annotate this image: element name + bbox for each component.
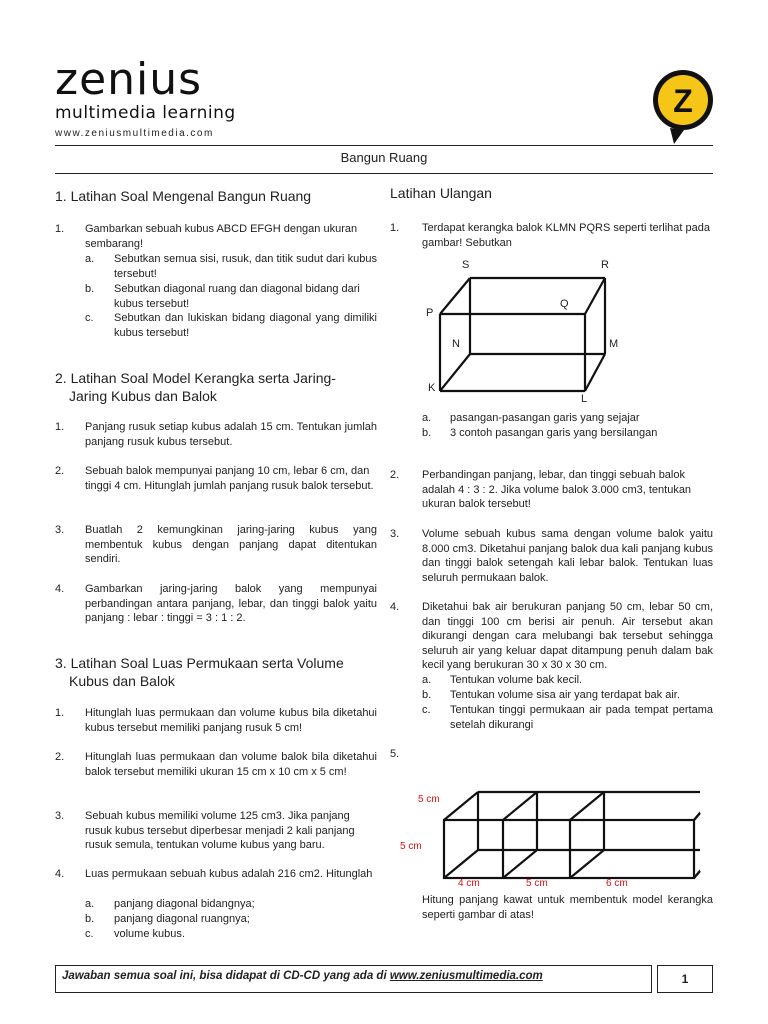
sub-item-text: volume kubus. [114,928,185,940]
dimension-label-width-3: 6 cm [606,878,628,889]
sub-item-letter: b. [85,913,95,925]
dimension-label-height: 5 cm [400,841,422,852]
question-text: Panjang rusuk setiap kubus adalah 15 cm. Tentukan jumlah panjang rusuk kubus tersebut. [85,421,377,448]
question-text: Gambarkan sebuah kubus ABCD EFGH dengan ukuran sembarang! [85,223,358,250]
section-title-line: Kubus dan Balok [69,673,175,689]
vertex-label-r: R [601,259,609,271]
question-text: Terdapat kerangka balok KLMN PQRS seperti terlihat pada gambar! Sebutkan [422,222,710,249]
sub-item-text: Sebutkan diagonal ruang dan diagonal bidang dari kubus tersebut! [114,283,360,310]
sub-item-text: Tentukan volume sisa air yang terdapat bak air. [450,689,680,701]
wire-frame-cuboids-figure [400,780,720,890]
question-text: Diketahui bak air berukuran panjang 50 cm, lebar 50 cm, dan tinggi 100 cm berisi air penuh. Air tersebut akan dikurangi dengan cara melubangi bak tersebut sehingga seluruh air yang keluar dapat ditampung penuh dalam bak kecil yang berukuran 30 x 30 x 30 cm. [422,601,713,671]
vertex-label-m: M [609,338,619,350]
brand-tagline: multimedia learning [55,103,236,123]
item-number: 2. [55,751,65,763]
item-number: 1. [55,707,65,719]
page-title: Bangun Ruang [340,150,428,165]
sub-item-letter: c. [422,704,431,716]
vertex-label-q: Q [560,298,569,310]
sub-item-letter: a. [85,898,95,910]
item-number: 1. [390,222,400,234]
item-number: 2. [55,465,65,477]
sub-item-text: pasangan-pasangan garis yang sejajar [450,412,640,424]
section-title-line: 2. Latihan Soal Model Kerangka serta Jaring- [55,370,336,386]
left-column [55,0,377,960]
sub-item-letter: c. [85,928,94,940]
item-number: 1. [55,421,65,433]
right-column [390,0,713,960]
question-text: Hitunglah luas permukaan dan volume balok bila diketahui balok tersebut memiliki ukuran 15 cm x 10 cm x 5 cm! [85,751,377,778]
item-number: 2. [390,469,400,481]
logo-letter: Z [673,83,693,119]
vertex-label-k: K [428,382,436,394]
sub-item-letter: b. [422,689,432,701]
sub-item-text: Tentukan volume bak kecil. [450,674,583,686]
sub-item-letter: a. [422,674,432,686]
item-number: 4. [55,583,65,595]
item-number: 4. [390,601,400,613]
brand-name: zenius [55,54,203,105]
item-number: 3. [55,810,65,822]
sub-item-letter: a. [85,253,95,265]
question-text: Buatlah 2 kemungkinan jaring-jaring kubus yang membentuk kubus dengan panjang dapat ditentukan sendiri. [85,524,377,565]
sub-item-text: panjang diagonal ruangnya; [114,913,250,925]
section-1-title: 1. Latihan Soal Mengenal Bangun Ruang [55,188,312,204]
item-number: 5. [390,748,400,760]
dimension-label-width-1: 4 cm [458,878,480,889]
sub-item-letter: b. [422,427,432,439]
vertex-label-p: P [426,307,434,319]
question-text: Hitunglah luas permukaan dan volume kubus bila diketahui kubus tersebut memiliki panjang rusuk 5 cm! [85,707,377,734]
sub-item-letter: a. [422,412,432,424]
sub-item-text: Sebutkan dan lukiskan bidang diagonal yang dimiliki kubus tersebut! [114,312,377,339]
question-text: Hitung panjang kawat untuk membentuk model kerangka seperti gambar di atas! [422,894,713,921]
sub-item-text: Tentukan tinggi permukaan air pada tempat pertama setelah dikurangi [450,704,713,731]
footer-note-text: Jawaban semua soal ini, bisa didapat di CD-CD yang ada di [62,970,390,982]
cuboid-klmn-pqrs-figure [420,256,640,404]
sub-item-text: 3 contoh pasangan garis yang bersilangan [450,427,658,439]
question-text: Luas permukaan sebuah kubus adalah 216 cm2. Hitunglah [85,868,373,880]
vertex-label-l: L [581,393,588,404]
footer-link[interactable]: www.zeniusmultimedia.com [389,970,543,982]
sub-item-text: Sebutkan semua sisi, rusuk, dan titik sudut dari kubus tersebut! [114,253,377,280]
question-text: Gambarkan jaring-jaring balok yang mempunyai perbandingan antara panjang, lebar, dan tinggi balok yaitu panjang : lebar : tinggi = 3 : 1 : 2. [85,583,377,624]
question-text: Perbandingan panjang, lebar, dan tinggi sebuah balok adalah 4 : 3 : 2. Jika volume balok 3.000 cm3, tentukan ukuran balok tersebut! [422,469,692,510]
section-title-line: Jaring Kubus dan Balok [69,388,217,404]
section-3-title [55,654,344,690]
vertex-label-n: N [452,338,460,350]
website-url[interactable]: www.zeniusmultimedia.com [55,128,214,139]
footer-note [62,970,543,982]
section-2-title [55,369,336,405]
question-text: Volume sebuah kubus sama dengan volume balok yaitu 8.000 cm3. Diketahui panjang balok dua kali panjang kubus dan tinggi balok setengah kali lebar balok. Tentukan luas seluruh permukaan balok. [422,528,713,584]
item-number: 1. [55,223,65,235]
section-title-line: 3. Latihan Soal Luas Permukaan serta Volume [55,655,344,671]
vertex-label-s: S [462,259,470,271]
item-number: 3. [55,524,65,536]
dimension-label-depth: 5 cm [418,794,440,805]
sub-item-letter: b. [85,283,95,295]
question-text: Sebuah balok mempunyai panjang 10 cm, lebar 6 cm, dan tinggi 4 cm. Hitunglah jumlah panjang rusuk balok tersebut. [85,465,374,492]
dimension-label-width-2: 5 cm [526,878,548,889]
sub-item-text: panjang diagonal bidangnya; [114,898,255,910]
item-number: 4. [55,868,65,880]
question-text: Sebuah kubus memiliki volume 125 cm3. Jika panjang rusuk kubus tersebut diperbesar menjadi 2 kali panjang rusuk semula, tentukan volume kubus yang baru. [85,810,355,851]
sub-item-letter: c. [85,312,94,324]
item-number: 3. [390,528,400,540]
page-number: 1 [657,965,713,993]
section-exercise-title: Latihan Ulangan [390,185,492,201]
